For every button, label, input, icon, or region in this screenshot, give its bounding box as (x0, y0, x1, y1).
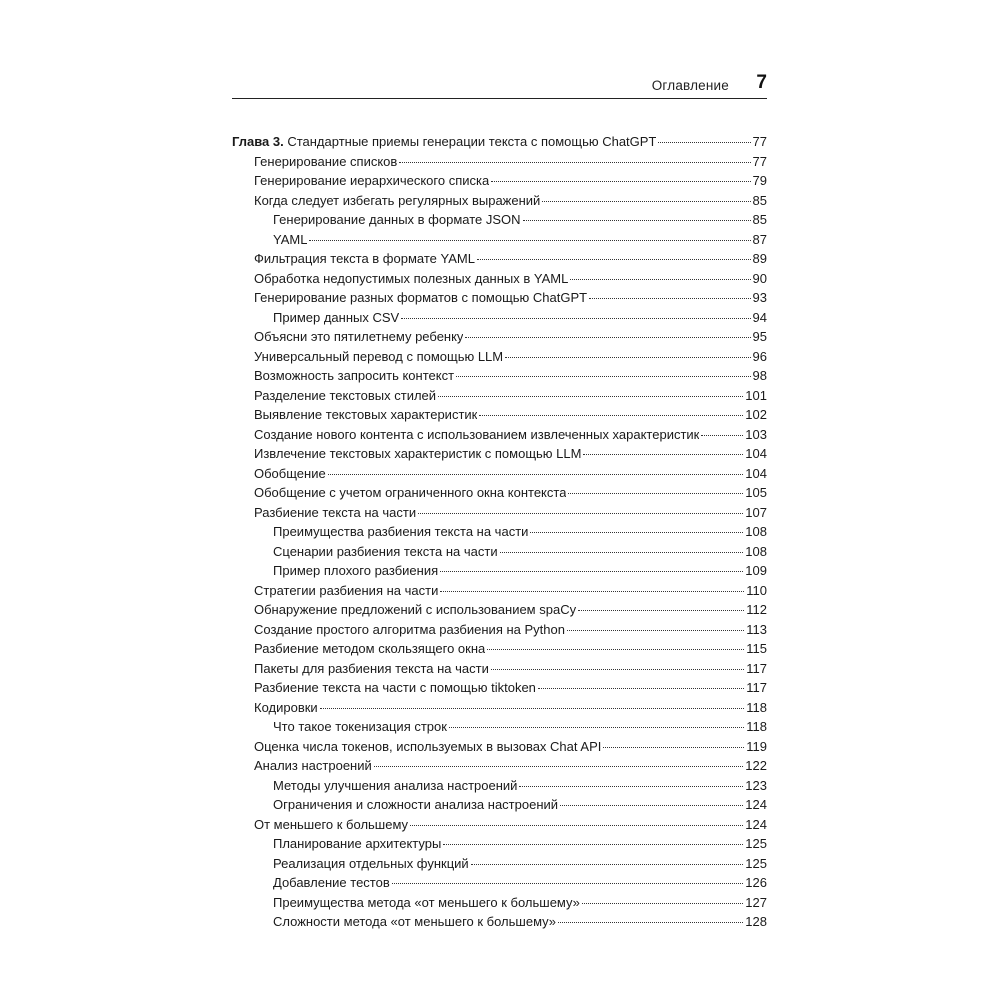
dot-leader (519, 785, 743, 787)
toc-entry[interactable] (232, 288, 767, 308)
dot-leader (440, 570, 743, 572)
dot-leader (443, 843, 743, 845)
toc-entry-text: Разбиение текста на части (254, 504, 417, 520)
dot-leader (438, 395, 743, 397)
dot-leader (374, 765, 744, 767)
toc-entry-title (254, 464, 326, 484)
toc-entry-page: 90 (752, 270, 767, 286)
toc-entry-text: Преимущества разбиения текста на части (273, 524, 529, 539)
toc-entry-text: Создание простого алгоритма разбиения на Python (254, 621, 565, 637)
toc-entry-text: Разбиение методом скользящего окна (254, 641, 486, 656)
dot-leader (479, 414, 743, 416)
toc-entry-title (254, 249, 475, 269)
dot-leader (399, 161, 750, 163)
toc-entry-page: 96 (752, 348, 767, 364)
toc-entry-page: 119 (746, 738, 767, 754)
toc-entry-text: Обработка недопустимых полезных данных в YAML (254, 270, 569, 286)
toc-entry-page: 118 (746, 719, 767, 734)
toc-entry[interactable] (232, 581, 767, 601)
toc-entry-title (273, 230, 307, 250)
dot-leader (456, 375, 750, 377)
toc-entry[interactable] (232, 854, 767, 874)
toc-entry[interactable] (232, 503, 767, 523)
dot-leader (523, 219, 751, 221)
dot-leader (505, 356, 750, 358)
toc-entry-page: 77 (752, 153, 767, 169)
page-number: 7 (756, 72, 767, 93)
toc-entry-page: 87 (752, 231, 767, 247)
dot-leader (583, 453, 743, 455)
dot-leader (542, 200, 750, 202)
toc-entry-page: 113 (746, 621, 767, 637)
toc-entry-page: 117 (746, 680, 767, 695)
toc-entry-page: 118 (746, 699, 767, 715)
toc-entry-page: 95 (752, 329, 767, 344)
toc-entry-page: 112 (746, 602, 767, 617)
toc-entry[interactable] (232, 347, 767, 367)
toc-entry-title (273, 893, 580, 913)
toc-entry-text: Выявление текстовых характеристик (254, 407, 478, 422)
toc-entry-text: Пакеты для разбиения текста на части (254, 660, 489, 676)
toc-entry-page: 110 (746, 582, 767, 598)
toc-entry[interactable] (232, 230, 767, 250)
toc-entry-text: Извлечение текстовых характеристик с помощью LLM (254, 446, 582, 461)
toc-entry-title (273, 873, 390, 893)
toc-entry[interactable] (232, 600, 767, 620)
toc-entry-page: 77 (752, 134, 767, 149)
dot-leader (320, 707, 745, 709)
toc-entry-text: Добавление тестов (273, 875, 390, 890)
dot-leader (487, 648, 744, 650)
dot-leader (603, 746, 744, 748)
toc-entry-title (273, 542, 498, 562)
toc-entry[interactable] (232, 698, 767, 718)
toc-entry-text: Преимущества метода «от меньшего к большему» (273, 894, 580, 910)
toc-entry-title (254, 386, 436, 406)
toc-entry-text: Возможность запросить контекст (254, 368, 455, 383)
toc-entry-title (254, 171, 489, 191)
toc-entry[interactable] (232, 873, 767, 893)
toc-entry-text: Пример плохого разбиения (273, 563, 439, 578)
toc-entry[interactable] (232, 912, 767, 932)
toc-entry-page: 122 (745, 758, 767, 773)
toc-entry-text: Планирование архитектуры (273, 836, 442, 851)
toc-entry-title (254, 347, 503, 367)
toc-entry-title (254, 288, 587, 308)
toc-entry-title (254, 191, 540, 211)
toc-entry-title (273, 776, 517, 796)
toc-entry-page: 107 (745, 504, 767, 520)
dot-leader (440, 590, 744, 592)
toc-entry-page: 109 (745, 563, 767, 578)
dot-leader (658, 141, 750, 143)
dot-leader (410, 824, 743, 826)
toc-entry-text: Анализ настроений (254, 758, 372, 773)
toc-entry-page: 79 (752, 173, 767, 188)
dot-leader (570, 278, 750, 280)
dot-leader (465, 336, 750, 338)
dot-leader (477, 258, 751, 260)
toc-entry-page: 85 (752, 212, 767, 227)
toc-entry-page: 123 (745, 777, 767, 793)
toc-entry[interactable] (232, 620, 767, 640)
toc-entry-page: 85 (752, 192, 767, 208)
toc-entry-text: Стандартные приемы генерации текста с помощью ChatGPT (283, 134, 657, 149)
toc-entry[interactable] (232, 776, 767, 796)
toc-entry-title (254, 503, 416, 523)
toc-entry-page: 128 (745, 914, 767, 929)
dot-leader (578, 609, 744, 611)
toc-entry[interactable] (232, 893, 767, 913)
running-header (232, 72, 767, 99)
toc-entry[interactable] (232, 366, 767, 386)
toc-entry-page: 104 (745, 446, 767, 461)
toc-entry[interactable] (232, 308, 767, 328)
toc-entry[interactable] (232, 171, 767, 191)
toc-entry[interactable] (232, 561, 767, 581)
toc-entry-text: От меньшего к большему (254, 816, 409, 832)
section-title: Оглавление (651, 78, 729, 93)
toc-entry-page: 125 (745, 855, 767, 871)
toc-entry-title (254, 639, 485, 659)
toc-entry[interactable] (232, 717, 767, 737)
toc-entry[interactable] (232, 756, 767, 776)
toc-entry-title (254, 756, 372, 776)
dot-leader (392, 882, 744, 884)
dot-leader (500, 551, 744, 553)
dot-leader (701, 434, 743, 436)
toc-entry-page: 115 (746, 641, 767, 656)
toc-entry-title (273, 210, 521, 230)
toc-entry[interactable] (232, 483, 767, 503)
toc-entry-page: 98 (752, 368, 767, 383)
toc-entry-title (273, 308, 399, 328)
toc-entry-text: Генерирование разных форматов с помощью ChatGPT (254, 290, 588, 305)
toc-entry[interactable] (232, 249, 767, 269)
toc-entry-title (254, 366, 454, 386)
toc-entry[interactable] (232, 737, 767, 757)
toc-chapter-entry[interactable] (232, 132, 767, 152)
dot-leader (418, 512, 743, 514)
toc-entry[interactable] (232, 444, 767, 464)
toc-entry-text: YAML (273, 231, 308, 247)
toc-entry-title (273, 561, 438, 581)
dot-leader (567, 629, 744, 631)
toc-entry-title (273, 834, 441, 854)
dot-leader (568, 492, 743, 494)
toc-entry-text: Генерирование данных в формате JSON (273, 212, 521, 227)
toc-entry-title (254, 600, 576, 620)
toc-entry-title (254, 152, 397, 172)
toc-entry[interactable] (232, 815, 767, 835)
toc-entry-page: 104 (745, 465, 767, 481)
toc-entry-page: 124 (745, 816, 767, 832)
toc-entry-text: Универсальный перевод с помощью LLM (254, 348, 504, 364)
toc-entry-text: Сложности метода «от меньшего к большему» (273, 914, 557, 929)
dot-leader (471, 863, 744, 865)
table-of-contents (232, 132, 767, 932)
toc-entry-title (273, 912, 556, 932)
dot-leader (449, 726, 744, 728)
toc-entry-text: Когда следует избегать регулярных выражений (254, 192, 541, 208)
toc-entry[interactable] (232, 152, 767, 172)
toc-entry-page: 125 (745, 836, 767, 851)
toc-entry-title (273, 854, 469, 874)
toc-entry-text: Стратегии разбиения на части (254, 582, 439, 598)
dot-leader (309, 239, 750, 241)
toc-entry-text: Фильтрация текста в формате YAML (254, 251, 475, 266)
toc-entry-page: 89 (752, 251, 767, 266)
dot-leader (530, 531, 743, 533)
toc-entry[interactable] (232, 522, 767, 542)
toc-entry-title (254, 483, 566, 503)
toc-entry-page: 103 (745, 426, 767, 442)
toc-entry-title (254, 678, 536, 698)
toc-entry-page: 105 (745, 485, 767, 500)
toc-entry-page: 94 (752, 309, 767, 325)
toc-entry[interactable] (232, 795, 767, 815)
toc-entry-text: Оценка числа токенов, используемых в вызовах Chat API (254, 738, 602, 754)
toc-entry[interactable] (232, 464, 767, 484)
toc-entry[interactable] (232, 678, 767, 698)
toc-entry-page: 102 (745, 407, 767, 422)
toc-entry[interactable] (232, 386, 767, 406)
toc-entry-title (254, 737, 601, 757)
toc-entry-page: 93 (752, 290, 767, 305)
toc-entry-title (254, 269, 568, 289)
toc-entry[interactable] (232, 639, 767, 659)
toc-entry-text: Генерирование иерархического списка (254, 173, 490, 188)
dot-leader (589, 297, 750, 299)
dot-leader (491, 180, 750, 182)
toc-entry-title (254, 425, 699, 445)
toc-entry-text: Объясни это пятилетнему ребенку (254, 329, 464, 344)
toc-entry-page: 108 (745, 543, 767, 559)
dot-leader (401, 317, 750, 319)
dot-leader (328, 473, 744, 475)
toc-entry-page: 124 (745, 797, 767, 812)
toc-entry-text: Сценарии разбиения текста на части (273, 543, 498, 559)
toc-entry-title (254, 581, 438, 601)
toc-entry-text: Разделение текстовых стилей (254, 387, 437, 403)
toc-entry-title (254, 405, 477, 425)
toc-entry-text: Пример данных CSV (273, 309, 400, 325)
toc-entry-title (273, 522, 528, 542)
toc-entry-title (232, 132, 656, 152)
dot-leader (538, 687, 744, 689)
toc-entry[interactable] (232, 425, 767, 445)
toc-entry-text: Что такое токенизация строк (273, 719, 447, 734)
toc-entry-text: Обобщение с учетом ограниченного окна контекста (254, 485, 567, 500)
toc-entry-page: 127 (745, 894, 767, 910)
toc-entry[interactable] (232, 659, 767, 679)
toc-entry-title (273, 795, 558, 815)
toc-entry-page: 108 (745, 524, 767, 539)
toc-entry-title (273, 717, 447, 737)
toc-entry[interactable] (232, 542, 767, 562)
toc-entry[interactable] (232, 405, 767, 425)
toc-entry[interactable] (232, 191, 767, 211)
toc-entry[interactable] (232, 327, 767, 347)
toc-entry[interactable] (232, 269, 767, 289)
toc-entry-page: 101 (745, 387, 767, 403)
toc-entry[interactable] (232, 210, 767, 230)
dot-leader (491, 668, 744, 670)
toc-entry-page: 126 (745, 875, 767, 890)
toc-entry-title (254, 444, 581, 464)
toc-entry-text: Реализация отдельных функций (273, 855, 469, 871)
dot-leader (560, 804, 743, 806)
toc-entry-text: Разбиение текста на части с помощью tiktoken (254, 680, 536, 695)
toc-entry-title (254, 698, 318, 718)
toc-entry-text: Методы улучшения анализа настроений (273, 777, 518, 793)
toc-entry-title (254, 659, 489, 679)
toc-entry[interactable] (232, 834, 767, 854)
chapter-label: Глава 3. (232, 134, 284, 149)
dot-leader (558, 921, 743, 923)
toc-entry-text: Генерирование списков (254, 153, 398, 169)
dot-leader (582, 902, 743, 904)
toc-entry-text: Обобщение (254, 465, 326, 481)
toc-entry-text: Кодировки (254, 699, 318, 715)
toc-entry-page: 117 (746, 660, 767, 676)
toc-entry-text: Обнаружение предложений с использованием spaCy (254, 602, 577, 617)
toc-entry-title (254, 620, 565, 640)
toc-entry-title (254, 327, 463, 347)
toc-entry-title (254, 815, 408, 835)
toc-entry-text: Ограничения и сложности анализа настроений (273, 797, 559, 812)
toc-entry-text: Создание нового контента с использованием извлеченных характеристик (254, 426, 700, 442)
